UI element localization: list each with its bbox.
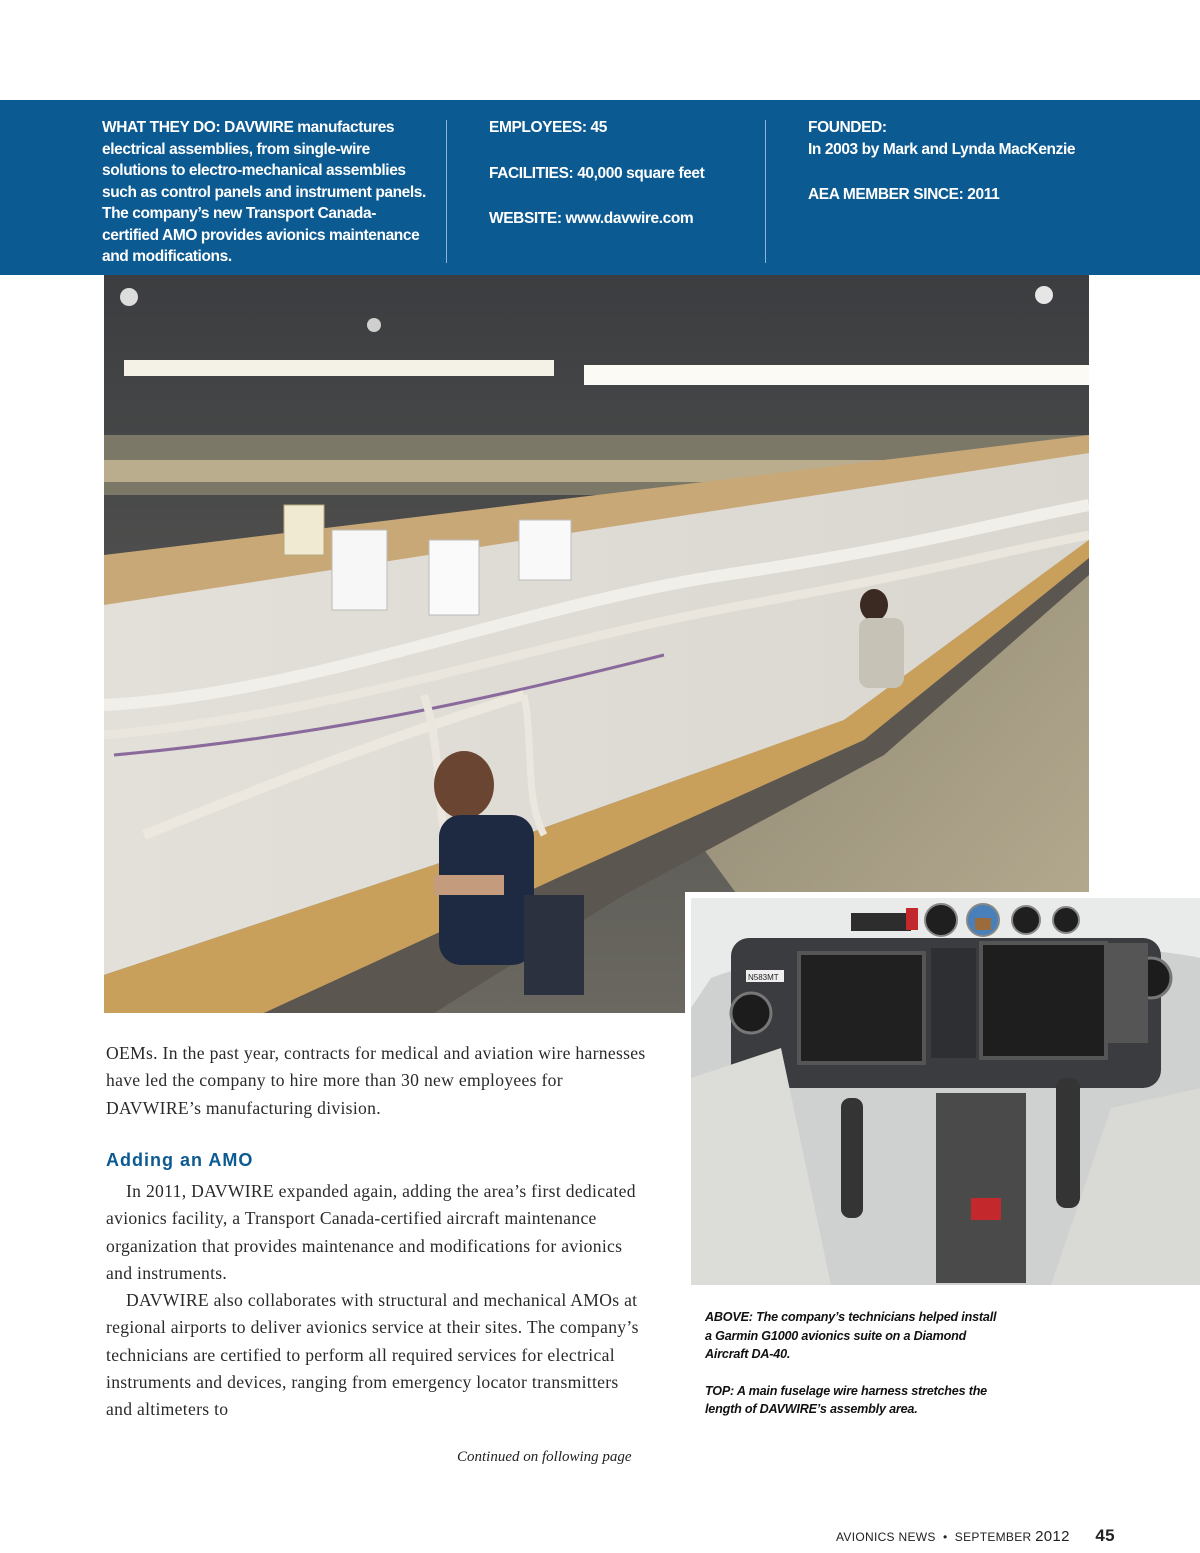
cockpit-photo-frame	[685, 892, 1200, 1285]
founded-label: FOUNDED:	[808, 119, 887, 136]
page-footer	[836, 1526, 1115, 1546]
publication-name: AVIONICS NEWS	[836, 1530, 936, 1544]
caption-above: ABOVE: The company’s technicians helped install a Garmin G1000 avionics suite on a Diamond Aircraft DA-40.	[705, 1310, 997, 1362]
what-they-do-block	[102, 117, 432, 268]
issue-month: SEPTEMBER	[954, 1530, 1032, 1544]
aea-member-stat: AEA MEMBER SINCE: 2011	[808, 186, 1000, 203]
article-paragraph-2: In 2011, DAVWIRE expanded again, adding the area’s first dedicated avionics facility, a Transport Canada-certified aircraft maintenance organization that provides maintenance and modifications for avionics and instruments.	[106, 1181, 636, 1283]
issue-year: 2012	[1035, 1528, 1070, 1545]
page-number: 45	[1095, 1526, 1115, 1545]
what-they-do-label: WHAT THEY DO:	[102, 119, 221, 136]
what-they-do-text: DAVWIRE manufactures electrical assemblies, from single-wire solutions to electro-mechanical assemblies such as control panels and instrument panels. The company’s new Transport Canada-certified AMO provides avionics maintenance and modifications.	[102, 119, 426, 265]
cockpit-registration-text: N583MT	[748, 973, 779, 982]
article-body	[106, 1178, 646, 1424]
continued-note: Continued on following page	[457, 1449, 632, 1465]
founded-block	[808, 117, 1168, 230]
article-paragraph-1: OEMs. In the past year, contracts for medical and aviation wire harnesses have led the company to hire more than 30 new employees for DAVWIRE’s manufacturing division.	[106, 1043, 646, 1118]
photo-captions	[705, 1308, 1005, 1437]
footer-bullet: •	[942, 1530, 948, 1544]
banner-divider	[765, 120, 766, 263]
company-stats-block	[489, 117, 749, 254]
employees-stat: EMPLOYEES: 45	[489, 119, 607, 136]
website-stat: WEBSITE: www.davwire.com	[489, 210, 694, 227]
caption-top: TOP: A main fuselage wire harness stretches the length of DAVWIRE’s assembly area.	[705, 1383, 987, 1417]
info-banner	[0, 100, 1200, 275]
cockpit-photo	[691, 898, 1200, 1285]
banner-divider	[446, 120, 447, 263]
founded-text: In 2003 by Mark and Lynda MacKenzie	[808, 140, 1076, 158]
facilities-stat: FACILITIES: 40,000 square feet	[489, 164, 705, 182]
article-paragraph-3: DAVWIRE also collaborates with structural and mechanical AMOs at regional airports to deliver avionics service at their sites. The company’s technicians are certified to perform all required services for electrical instruments and devices, ranging from emergency locator transmitters and altimeters to	[106, 1290, 639, 1420]
section-heading: Adding an AMO	[106, 1150, 254, 1170]
